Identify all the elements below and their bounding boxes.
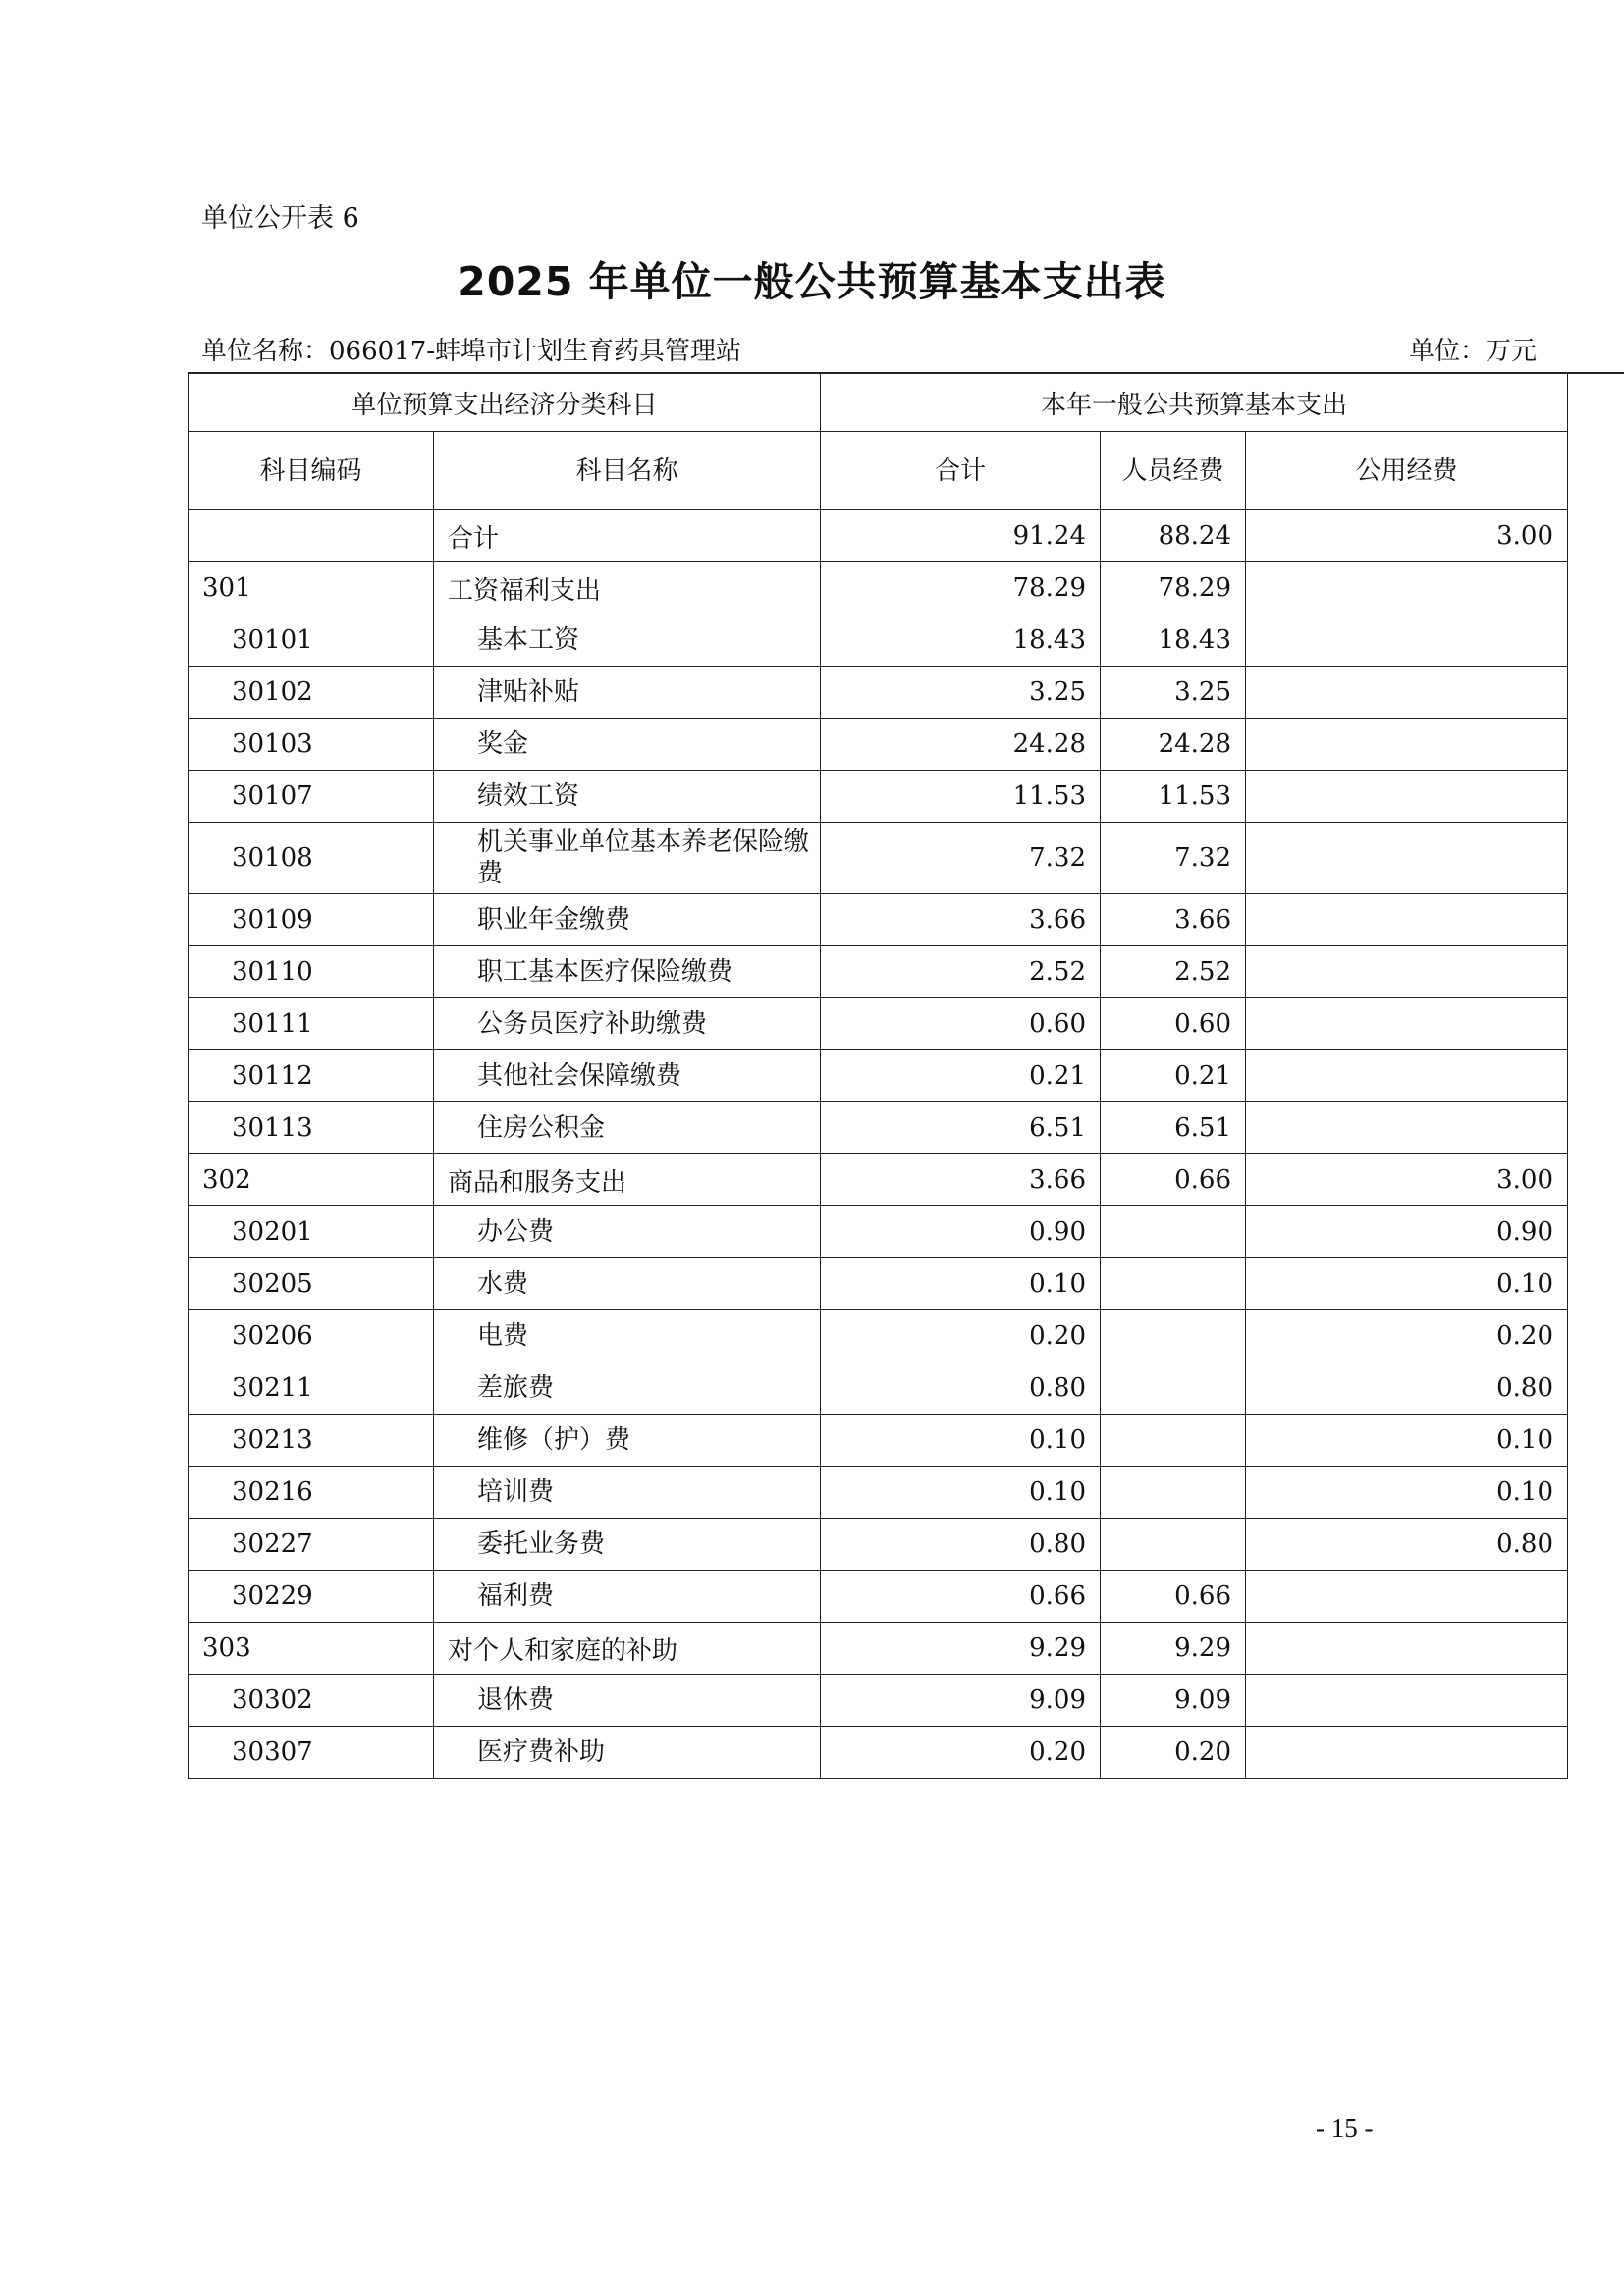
- table-row: [189, 1467, 1568, 1519]
- col-header-public: 公用经费: [1246, 432, 1568, 510]
- table-row: [189, 1206, 1568, 1258]
- page-title: 2025 年单位一般公共预算基本支出表: [458, 258, 1166, 305]
- cell-name: 绩效工资: [434, 771, 821, 823]
- cell-code: 30103: [189, 719, 434, 771]
- cell-total: 3.66: [821, 1154, 1101, 1206]
- cell-code: 30213: [189, 1415, 434, 1467]
- cell-code: 30205: [189, 1258, 434, 1310]
- table-row: [189, 1362, 1568, 1415]
- table-row: [189, 562, 1568, 614]
- table-row: [189, 998, 1568, 1050]
- table-row: [189, 823, 1568, 894]
- cell-name: 合计: [434, 510, 821, 562]
- cell-code: 30201: [189, 1206, 434, 1258]
- table-row: [189, 510, 1568, 562]
- cell-code: 30206: [189, 1310, 434, 1362]
- cell-name: 其他社会保障缴费: [434, 1050, 821, 1102]
- table-row: [189, 1154, 1568, 1206]
- cell-personnel: [1101, 1206, 1246, 1258]
- cell-public: [1246, 823, 1568, 894]
- cell-total: 0.10: [821, 1258, 1101, 1310]
- unit-name: 单位名称：066017-蚌埠市计划生育药具管理站: [201, 337, 742, 366]
- cell-code: [189, 510, 434, 562]
- cell-personnel: 0.66: [1101, 1571, 1246, 1623]
- cell-name: 水费: [434, 1258, 821, 1310]
- cell-name: 福利费: [434, 1571, 821, 1623]
- cell-total: 0.80: [821, 1519, 1101, 1571]
- currency-unit: 单位：万元: [1409, 337, 1538, 366]
- cell-public: [1246, 998, 1568, 1050]
- cell-public: [1246, 1050, 1568, 1102]
- cell-name: 职工基本医疗保险缴费: [434, 946, 821, 998]
- col-header-name: 科目名称: [434, 432, 821, 510]
- cell-code: 30110: [189, 946, 434, 998]
- cell-code: 30107: [189, 771, 434, 823]
- cell-name: 退休费: [434, 1675, 821, 1727]
- cell-public: [1246, 946, 1568, 998]
- cell-total: 0.60: [821, 998, 1101, 1050]
- cell-personnel: [1101, 1362, 1246, 1415]
- group-header-basic-expenditure: 本年一般公共预算基本支出: [821, 374, 1568, 432]
- cell-personnel: 0.66: [1101, 1154, 1246, 1206]
- cell-total: 9.09: [821, 1675, 1101, 1727]
- cell-total: 3.66: [821, 894, 1101, 946]
- cell-total: 78.29: [821, 562, 1101, 614]
- cell-code: 303: [189, 1623, 434, 1675]
- cell-public: 3.00: [1246, 1154, 1568, 1206]
- table-row: [189, 946, 1568, 998]
- cell-name: 办公费: [434, 1206, 821, 1258]
- budget-expenditure-table: [188, 373, 1568, 1779]
- cell-total: 18.43: [821, 614, 1101, 667]
- table-row: [189, 1310, 1568, 1362]
- table-row: [189, 1102, 1568, 1154]
- table-row: [189, 1675, 1568, 1727]
- cell-name: 委托业务费: [434, 1519, 821, 1571]
- cell-code: 30229: [189, 1571, 434, 1623]
- cell-name: 职业年金缴费: [434, 894, 821, 946]
- cell-code: 30227: [189, 1519, 434, 1571]
- cell-code: 30101: [189, 614, 434, 667]
- cell-code: 30102: [189, 667, 434, 719]
- cell-total: 24.28: [821, 719, 1101, 771]
- cell-total: 0.20: [821, 1727, 1101, 1779]
- cell-public: 0.90: [1246, 1206, 1568, 1258]
- cell-public: [1246, 1675, 1568, 1727]
- cell-code: 30302: [189, 1675, 434, 1727]
- cell-personnel: 3.66: [1101, 894, 1246, 946]
- group-header-economic-class: 单位预算支出经济分类科目: [189, 374, 821, 432]
- cell-total: 0.21: [821, 1050, 1101, 1102]
- cell-public: 0.10: [1246, 1467, 1568, 1519]
- cell-code: 30111: [189, 998, 434, 1050]
- cell-personnel: [1101, 1258, 1246, 1310]
- cell-total: 0.80: [821, 1362, 1101, 1415]
- cell-name: 商品和服务支出: [434, 1154, 821, 1206]
- cell-name: 机关事业单位基本养老保险缴费: [434, 823, 821, 894]
- col-header-total: 合计: [821, 432, 1101, 510]
- cell-personnel: [1101, 1519, 1246, 1571]
- cell-personnel: 9.29: [1101, 1623, 1246, 1675]
- table-row: [189, 771, 1568, 823]
- cell-personnel: 18.43: [1101, 614, 1246, 667]
- table-row: [189, 614, 1568, 667]
- cell-total: 6.51: [821, 1102, 1101, 1154]
- cell-public: 0.10: [1246, 1258, 1568, 1310]
- cell-code: 30307: [189, 1727, 434, 1779]
- cell-personnel: 78.29: [1101, 562, 1246, 614]
- cell-name: 对个人和家庭的补助: [434, 1623, 821, 1675]
- cell-code: 30109: [189, 894, 434, 946]
- cell-public: [1246, 771, 1568, 823]
- cell-personnel: 9.09: [1101, 1675, 1246, 1727]
- table-row: [189, 1258, 1568, 1310]
- cell-public: [1246, 667, 1568, 719]
- cell-personnel: 0.20: [1101, 1727, 1246, 1779]
- cell-total: 0.20: [821, 1310, 1101, 1362]
- cell-personnel: [1101, 1310, 1246, 1362]
- cell-name: 医疗费补助: [434, 1727, 821, 1779]
- cell-code: 301: [189, 562, 434, 614]
- cell-personnel: [1101, 1467, 1246, 1519]
- cell-name: 住房公积金: [434, 1102, 821, 1154]
- cell-name: 奖金: [434, 719, 821, 771]
- cell-code: 30108: [189, 823, 434, 894]
- cell-name: 电费: [434, 1310, 821, 1362]
- cell-public: 0.10: [1246, 1415, 1568, 1467]
- table-row: [189, 1519, 1568, 1571]
- cell-name: 工资福利支出: [434, 562, 821, 614]
- table-row: [189, 667, 1568, 719]
- cell-public: [1246, 1623, 1568, 1675]
- table-number-label: 单位公开表 6: [201, 203, 359, 234]
- cell-name: 基本工资: [434, 614, 821, 667]
- cell-name: 公务员医疗补助缴费: [434, 998, 821, 1050]
- cell-personnel: 11.53: [1101, 771, 1246, 823]
- cell-total: 91.24: [821, 510, 1101, 562]
- cell-personnel: 24.28: [1101, 719, 1246, 771]
- cell-personnel: 6.51: [1101, 1102, 1246, 1154]
- cell-code: 302: [189, 1154, 434, 1206]
- col-header-personnel: 人员经费: [1101, 432, 1246, 510]
- cell-total: 0.66: [821, 1571, 1101, 1623]
- page-number: - 15 -: [1316, 2113, 1374, 2143]
- table-row: [189, 1571, 1568, 1623]
- cell-total: 0.10: [821, 1467, 1101, 1519]
- cell-code: 30113: [189, 1102, 434, 1154]
- cell-personnel: 3.25: [1101, 667, 1246, 719]
- table-row: [189, 719, 1568, 771]
- cell-public: [1246, 562, 1568, 614]
- cell-total: 7.32: [821, 823, 1101, 894]
- cell-personnel: 7.32: [1101, 823, 1246, 894]
- cell-personnel: [1101, 1415, 1246, 1467]
- cell-total: 2.52: [821, 946, 1101, 998]
- cell-personnel: 0.60: [1101, 998, 1246, 1050]
- cell-public: [1246, 1571, 1568, 1623]
- cell-public: 0.20: [1246, 1310, 1568, 1362]
- cell-public: [1246, 1727, 1568, 1779]
- cell-personnel: 0.21: [1101, 1050, 1246, 1102]
- cell-personnel: 88.24: [1101, 510, 1246, 562]
- cell-public: 0.80: [1246, 1362, 1568, 1415]
- col-header-code: 科目编码: [189, 432, 434, 510]
- cell-public: [1246, 894, 1568, 946]
- cell-code: 30216: [189, 1467, 434, 1519]
- table-row: [189, 894, 1568, 946]
- cell-total: 9.29: [821, 1623, 1101, 1675]
- table-row: [189, 1623, 1568, 1675]
- cell-public: [1246, 614, 1568, 667]
- table-row: [189, 1050, 1568, 1102]
- cell-code: 30211: [189, 1362, 434, 1415]
- cell-total: 0.10: [821, 1415, 1101, 1467]
- cell-public: 3.00: [1246, 510, 1568, 562]
- cell-name: 差旅费: [434, 1362, 821, 1415]
- cell-total: 0.90: [821, 1206, 1101, 1258]
- cell-total: 11.53: [821, 771, 1101, 823]
- cell-total: 3.25: [821, 667, 1101, 719]
- table-row: [189, 1727, 1568, 1779]
- cell-public: [1246, 1102, 1568, 1154]
- cell-public: 0.80: [1246, 1519, 1568, 1571]
- cell-name: 维修（护）费: [434, 1415, 821, 1467]
- cell-personnel: 2.52: [1101, 946, 1246, 998]
- cell-name: 津贴补贴: [434, 667, 821, 719]
- cell-public: [1246, 719, 1568, 771]
- cell-name: 培训费: [434, 1467, 821, 1519]
- table-row: [189, 1415, 1568, 1467]
- cell-code: 30112: [189, 1050, 434, 1102]
